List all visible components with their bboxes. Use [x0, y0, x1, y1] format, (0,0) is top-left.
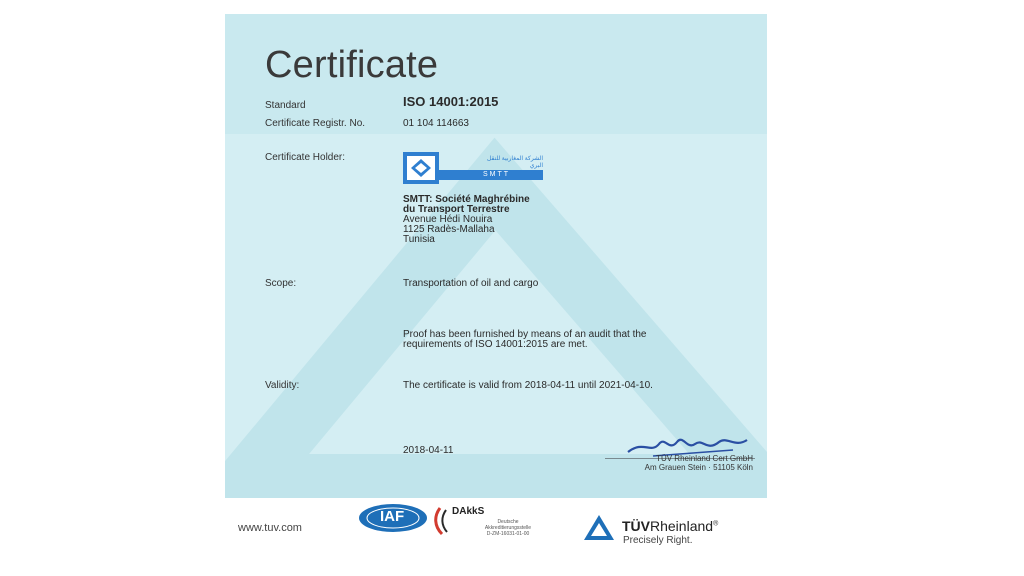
- smtt-logo-text: SMTT: [483, 171, 511, 178]
- registr-label: Certificate Registr. No.: [265, 118, 366, 129]
- website-link[interactable]: www.tuv.com: [238, 522, 302, 534]
- issuer-line2: Am Grauen Stein · 51105 Köln: [644, 463, 753, 472]
- tuv-brand-bold: TÜV: [622, 518, 650, 534]
- validity-value: The certificate is valid from 2018-04-11 until 2021-04-10.: [403, 380, 653, 391]
- standard-value: ISO 14001:2015: [403, 94, 499, 109]
- certificate-document: [225, 14, 767, 498]
- dakks-name: DAkkS: [452, 506, 485, 517]
- tuv-brand-rest: Rheinland: [650, 518, 714, 534]
- tuv-brand: [622, 518, 718, 534]
- issue-date: 2018-04-11: [403, 445, 454, 456]
- scope-value: Transportation of oil and cargo: [403, 278, 539, 289]
- certificate-title: Certificate: [265, 44, 439, 86]
- issuer-line1: TÜV Rheinland Cert GmbH: [656, 454, 753, 463]
- tuv-tagline: Precisely Right.: [623, 535, 693, 546]
- holder-name-line1: SMTT: Société Maghrébine: [403, 194, 530, 205]
- proof-line2: requirements of ISO 14001:2015 are met.: [403, 339, 588, 350]
- registr-value: 01 104 114663: [403, 118, 469, 129]
- holder-address-line3: Tunisia: [403, 234, 435, 245]
- tuv-triangle-logo-icon: [583, 513, 615, 541]
- dakks-line2: Akkreditierungsstelle: [484, 525, 532, 531]
- holder-label: Certificate Holder:: [265, 152, 346, 163]
- dakks-line1: Deutsche: [497, 519, 519, 525]
- smtt-arabic-name: الشركة المغاربية للنقل البري: [486, 156, 543, 169]
- tuv-reg-mark: ®: [713, 520, 719, 528]
- proof-line1: Proof has been furnished by means of an audit that the: [403, 329, 647, 340]
- holder-name-line2: du Transport Terrestre: [403, 204, 510, 215]
- scope-label: Scope:: [265, 278, 297, 289]
- holder-address-line2: 1125 Radès-Mallaha: [403, 224, 495, 235]
- dakks-line3: D-ZM-16031-01-00: [486, 531, 530, 537]
- iaf-text: IAF: [380, 508, 405, 525]
- holder-address-line1: Avenue Hédi Nouira: [403, 214, 493, 225]
- validity-label: Validity:: [265, 380, 300, 391]
- smtt-logo: [403, 152, 543, 184]
- standard-label: Standard: [265, 100, 306, 111]
